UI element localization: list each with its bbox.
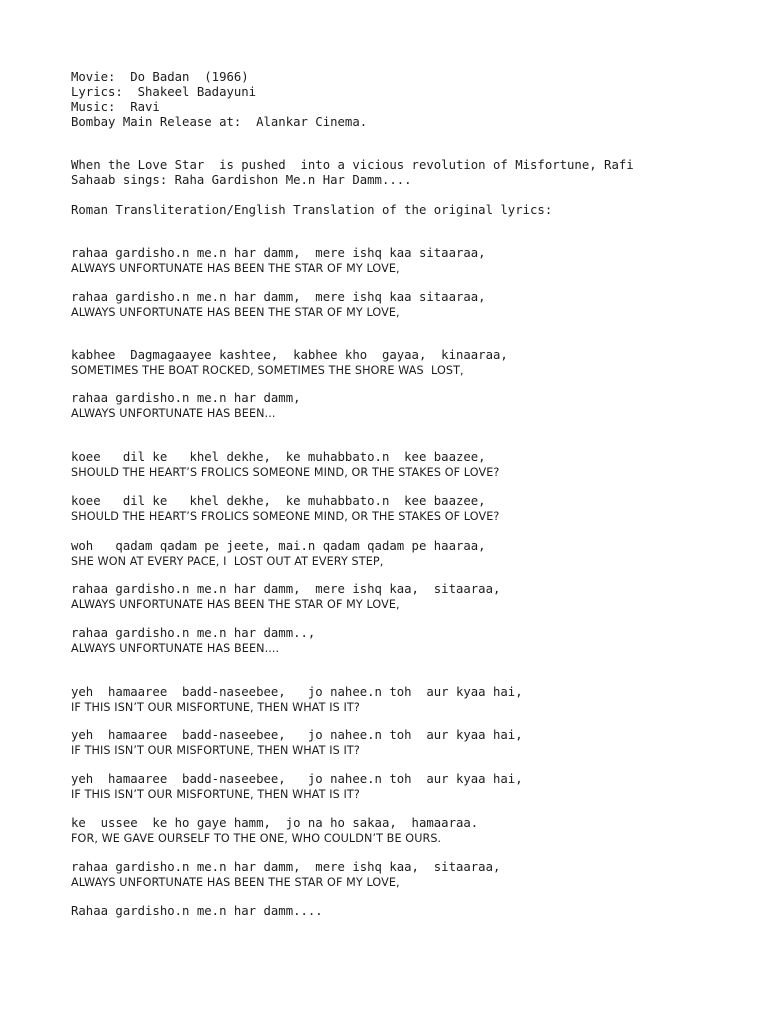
lyrics-credit-line: Lyrics: Shakeel Badayuni xyxy=(71,85,257,99)
lyric-roman-1: rahaa gardisho.n me.n har damm, mere ishq kaa sitaaraa, xyxy=(71,246,486,260)
lyric-english-13: FOR, WE GAVE OURSELF TO THE ONE, WHO COULDN’T BE OURS. xyxy=(71,832,442,845)
lyric-english-3: SOMETIMES THE BOAT ROCKED, SOMETIMES THE SHORE WAS LOST, xyxy=(71,364,464,377)
translation-heading: Roman Transliteration/English Translation of the original lyrics: xyxy=(71,203,553,217)
lyric-english-4: ALWAYS UNFORTUNATE HAS BEEN... xyxy=(71,407,276,420)
lyric-roman-9: rahaa gardisho.n me.n har damm.., xyxy=(71,626,316,640)
lyric-english-14: ALWAYS UNFORTUNATE HAS BEEN THE STAR OF MY LOVE, xyxy=(71,876,400,889)
lyric-roman-11: yeh hamaaree badd-naseebee, jo nahee.n toh aur kyaa hai, xyxy=(71,728,523,742)
lyric-roman-7: woh qadam qadam pe jeete, mai.n qadam qadam pe haaraa, xyxy=(71,539,486,553)
lyric-roman-10: yeh hamaaree badd-naseebee, jo nahee.n toh aur kyaa hai, xyxy=(71,685,523,699)
release-line: Bombay Main Release at: Alankar Cinema. xyxy=(71,115,368,129)
lyric-roman-13: ke ussee ke ho gaye hamm, jo na ho sakaa, hamaaraa. xyxy=(71,816,479,830)
lyric-roman-8: rahaa gardisho.n me.n har damm, mere ishq kaa, sitaaraa, xyxy=(71,582,501,596)
lyric-roman-12: yeh hamaaree badd-naseebee, jo nahee.n toh aur kyaa hai, xyxy=(71,772,523,786)
intro-line-2: Sahaab sings: Raha Gardishon Me.n Har Damm.... xyxy=(71,173,412,187)
lyric-english-11: IF THIS ISN’T OUR MISFORTUNE, THEN WHAT IS IT? xyxy=(71,744,360,757)
lyric-roman-4: rahaa gardisho.n me.n har damm, xyxy=(71,391,301,405)
lyric-english-5: SHOULD THE HEART’S FROLICS SOMEONE MIND, OR THE STAKES OF LOVE? xyxy=(71,466,500,479)
lyric-english-10: IF THIS ISN’T OUR MISFORTUNE, THEN WHAT IS IT? xyxy=(71,701,360,714)
lyric-english-2: ALWAYS UNFORTUNATE HAS BEEN THE STAR OF MY LOVE, xyxy=(71,306,400,319)
movie-line: Movie: Do Badan (1966) xyxy=(71,70,249,84)
lyric-roman-14: rahaa gardisho.n me.n har damm, mere ishq kaa, sitaaraa, xyxy=(71,860,501,874)
intro-line-1: When the Love Star is pushed into a vicious revolution of Misfortune, Rafi xyxy=(71,158,634,172)
closing-line: Rahaa gardisho.n me.n har damm.... xyxy=(71,904,323,918)
lyric-english-8: ALWAYS UNFORTUNATE HAS BEEN THE STAR OF MY LOVE, xyxy=(71,598,400,611)
lyric-roman-5: koee dil ke khel dekhe, ke muhabbato.n kee baazee, xyxy=(71,450,486,464)
lyric-roman-2: rahaa gardisho.n me.n har damm, mere ishq kaa sitaaraa, xyxy=(71,290,486,304)
lyric-english-12: IF THIS ISN’T OUR MISFORTUNE, THEN WHAT IS IT? xyxy=(71,788,360,801)
lyric-english-1: ALWAYS UNFORTUNATE HAS BEEN THE STAR OF MY LOVE, xyxy=(71,262,400,275)
lyric-english-6: SHOULD THE HEART’S FROLICS SOMEONE MIND, OR THE STAKES OF LOVE? xyxy=(71,510,500,523)
lyric-english-9: ALWAYS UNFORTUNATE HAS BEEN.... xyxy=(71,642,280,655)
lyric-roman-6: koee dil ke khel dekhe, ke muhabbato.n kee baazee, xyxy=(71,494,486,508)
music-credit-line: Music: Ravi xyxy=(71,100,160,114)
lyric-roman-3: kabhee Dagmagaayee kashtee, kabhee kho gayaa, kinaaraa, xyxy=(71,348,508,362)
lyric-english-7: SHE WON AT EVERY PACE, I LOST OUT AT EVERY STEP, xyxy=(71,555,384,568)
